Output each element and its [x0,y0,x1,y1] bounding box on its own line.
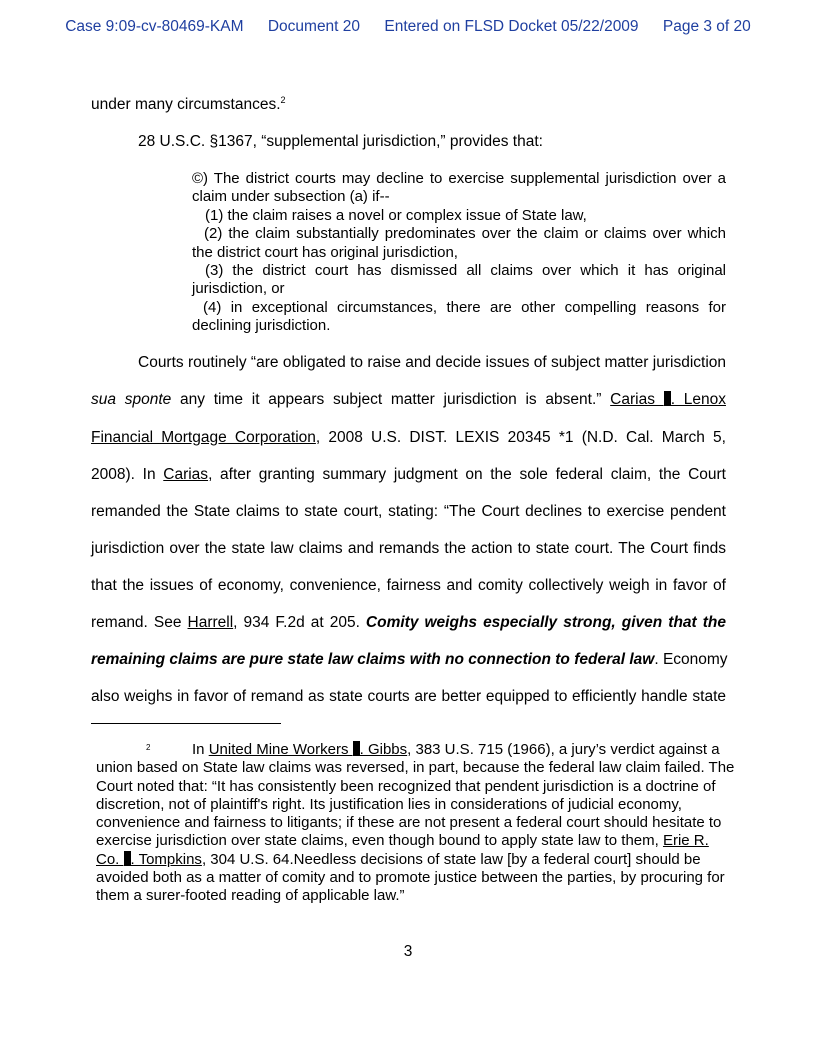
quote-subsection-c: ©) The district courts may decline to exercise supplemental jurisdiction over a claim under subsection (a) if-- [192,170,726,206]
para-line-1: Courts routinely “are obligated to raise and decide issues of subject matter jurisdiction [138,354,726,371]
para-line-7: that the issues of economy, convenience, fairness and comity collectively weigh in favor of [91,577,726,594]
case-number: Case 9:09-cv-80469-KAM [65,18,244,35]
page-number: 3 [403,943,413,960]
para-line-8-emphasis: Comity weighs especially strong, given that the [365,614,726,631]
quote-item-4a: (4) in exceptional circumstances, there are other compelling reasons for [203,298,726,316]
para-line-9 [91,651,726,669]
redaction-block [124,851,131,866]
footnote-intro: In [192,741,209,758]
para-line-2 [91,391,726,409]
para-line-9-text: . Economy [654,651,728,668]
quote-item-3a: (3) the district court has dismissed all claims over which it has original [205,262,726,280]
para-line-8 [91,614,726,632]
para-line-4 [91,466,726,484]
intro-text: under many circumstances. [91,96,281,113]
footnote-number: 2 [146,743,151,752]
case-lenox-link[interactable]: Financial Mortgage Corporation [91,429,316,446]
page-indicator: Page 3 of 20 [662,18,751,35]
para-line-4-a: 2008). In [91,466,164,483]
para-line-10: also weighs in favor of remand as state courts are better equipped to efficiently handle state [91,688,726,705]
case-umw-part-a: United Mine Workers [208,741,353,758]
para-line-6: jurisdiction over the state law claims and remands the action to state court. The Court finds [91,540,726,557]
footnote-ref: 2 [280,95,286,105]
para-line-5: remanded the State claims to state court, stating: “The Court declines to exercise pendent [91,503,726,520]
para-line-8-b: , 934 F.2d at 205. [233,614,366,631]
redaction-block [664,391,671,406]
case-carias-part-b: . Lenox [670,391,726,408]
document-number: Document 20 [267,18,361,35]
quote-item-2b: the district court has original jurisdiction, [192,243,458,261]
quote-item-2a: (2) the claim substantially predominates over the claim or claims over which [204,225,726,243]
quote-item-4b: declining jurisdiction. [192,317,331,335]
para-line-3-text: , 2008 U.S. DIST. LEXIS 20345 *1 (N.D. Cal. March 5, [315,429,726,446]
case-erie-part-b: . Tompkins [130,850,202,868]
footnote-text-1: , 383 U.S. 715 (1966), a jury’s verdict against a union based on State law claims was reversed, in part, because the federal law claim failed. The Court noted that: “It has consistently been recognized that pendent jurisdiction is a doctrine of discretion, not of plaintiff's right. Its justification lies in considerations of judicial economy, convenience and fairness to litigants; if these are not present a federal court should hesitate to exercise jurisdiction over state claims, even though bound to apply state law to them, [96,741,735,850]
case-erie-part-a: Erie R. Co. [96,832,709,868]
para-line-4-b: , after granting summary judgment on the sole federal claim, the Court [208,466,726,483]
case-carias-part-a: Carias [610,391,664,408]
case-umw-part-b: . Gibbs [359,741,408,758]
para-line-8-a: remand. See [91,614,188,631]
footnote-text [96,741,736,906]
statute-quote [192,170,726,336]
sua-sponte: sua sponte [91,391,172,408]
para-line-9-emphasis: remaining claims are pure state law claims with no connection to federal law [91,651,655,668]
case-carias-link-a[interactable] [610,391,726,408]
docket-entry-date: Entered on FLSD Docket 05/22/2009 [384,18,639,35]
footnote-text-2: , 304 U.S. 64.Needless decisions of state law [by a federal court] should be avoided both as a matter of comity and to promote justice between the parties, by procuring for them a surer-footed reading of applicable law.” [96,850,725,905]
quote-item-3b: jurisdiction, or [192,280,285,298]
case-united-mine-workers-link[interactable] [209,741,407,758]
para-line-2-text: any time it appears subject matter jurisdiction is absent.” [171,391,611,408]
quote-item-1: (1) the claim raises a novel or complex issue of State law, [205,206,587,224]
statute-intro: 28 U.S.C. §1367, “supplemental jurisdiction,” provides that: [138,133,543,150]
redaction-block [353,741,360,756]
intro-line [91,96,286,114]
para-line-3 [91,429,726,447]
case-harrell-link[interactable]: Harrell [187,614,234,631]
docket-header [0,18,816,36]
case-carias-link-b[interactable]: Carias [163,466,209,483]
footnote-divider [91,723,281,724]
